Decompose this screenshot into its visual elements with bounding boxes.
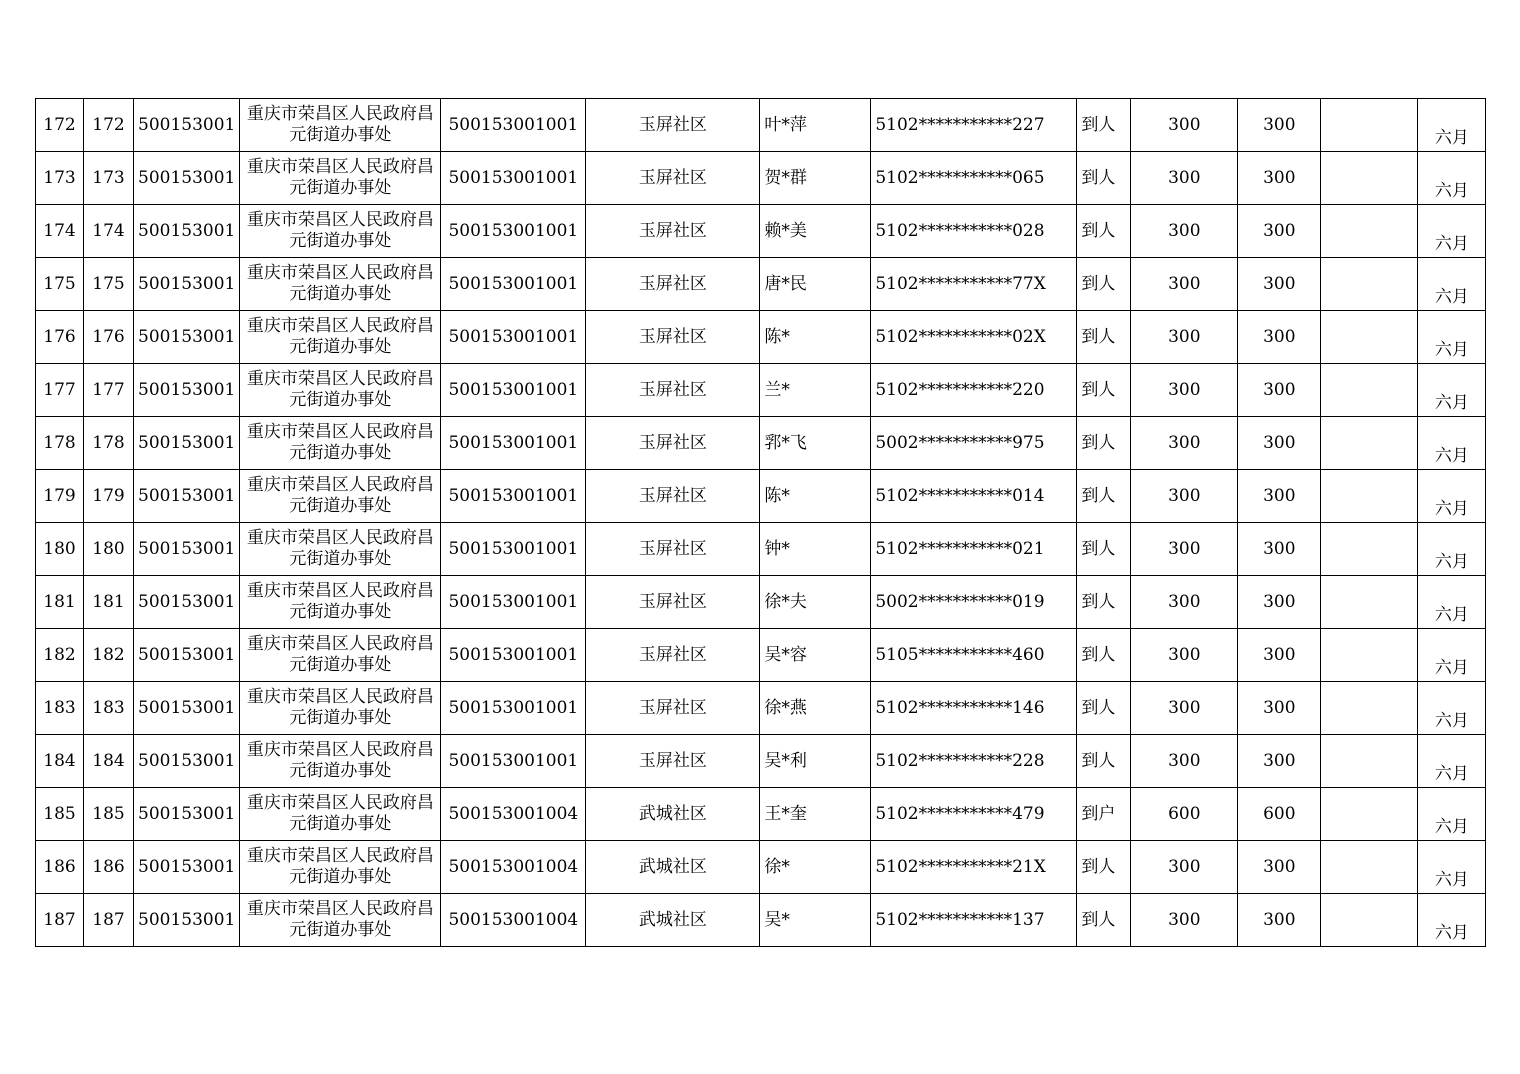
- mode-cell: 到人: [1077, 470, 1131, 523]
- street-code-cell: 500153001: [134, 152, 240, 205]
- amount-cell: 300: [1131, 523, 1238, 576]
- amount-cell: 300: [1131, 735, 1238, 788]
- table-row: [36, 205, 1486, 258]
- id-number-cell: 5102***********02X: [871, 311, 1077, 364]
- month-cell: 六月: [1418, 788, 1486, 841]
- amount-cell: 300: [1131, 152, 1238, 205]
- month-cell: 六月: [1418, 470, 1486, 523]
- community-code-cell: 500153001004: [441, 788, 586, 841]
- id-number-cell: 5102***********065: [871, 152, 1077, 205]
- name-cell: 徐*燕: [760, 682, 871, 735]
- mode-cell: 到人: [1077, 841, 1131, 894]
- note-cell: [1321, 682, 1418, 735]
- community-cell: 玉屏社区: [586, 311, 760, 364]
- no-cell: 178: [84, 417, 134, 470]
- street-name-cell: 重庆市荣昌区人民政府昌元街道办事处: [240, 205, 441, 258]
- name-cell: 徐*夫: [760, 576, 871, 629]
- paid-cell: 300: [1238, 417, 1321, 470]
- no-cell: 175: [84, 258, 134, 311]
- id-number-cell: 5102***********146: [871, 682, 1077, 735]
- amount-cell: 300: [1131, 894, 1238, 947]
- paid-cell: 300: [1238, 841, 1321, 894]
- month-cell: 六月: [1418, 99, 1486, 152]
- mode-cell: 到人: [1077, 417, 1131, 470]
- street-name-cell: 重庆市荣昌区人民政府昌元街道办事处: [240, 841, 441, 894]
- street-code-cell: 500153001: [134, 523, 240, 576]
- amount-cell: 300: [1131, 205, 1238, 258]
- id-number-cell: 5102***********028: [871, 205, 1077, 258]
- table-row: [36, 99, 1486, 152]
- community-code-cell: 500153001001: [441, 99, 586, 152]
- paid-cell: 300: [1238, 258, 1321, 311]
- seq-cell: 178: [36, 417, 84, 470]
- mode-cell: 到人: [1077, 205, 1131, 258]
- no-cell: 186: [84, 841, 134, 894]
- no-cell: 177: [84, 364, 134, 417]
- note-cell: [1321, 470, 1418, 523]
- community-cell: 玉屏社区: [586, 417, 760, 470]
- street-code-cell: 500153001: [134, 682, 240, 735]
- seq-cell: 177: [36, 364, 84, 417]
- community-cell: 玉屏社区: [586, 99, 760, 152]
- street-code-cell: 500153001: [134, 788, 240, 841]
- seq-cell: 182: [36, 629, 84, 682]
- amount-cell: 300: [1131, 682, 1238, 735]
- seq-cell: 186: [36, 841, 84, 894]
- id-number-cell: 5002***********019: [871, 576, 1077, 629]
- name-cell: 吴*: [760, 894, 871, 947]
- paid-cell: 300: [1238, 735, 1321, 788]
- community-cell: 玉屏社区: [586, 682, 760, 735]
- month-cell: 六月: [1418, 364, 1486, 417]
- month-cell: 六月: [1418, 258, 1486, 311]
- name-cell: 兰*: [760, 364, 871, 417]
- table-row: [36, 258, 1486, 311]
- note-cell: [1321, 841, 1418, 894]
- id-number-cell: 5105***********460: [871, 629, 1077, 682]
- seq-cell: 179: [36, 470, 84, 523]
- seq-cell: 180: [36, 523, 84, 576]
- paid-cell: 300: [1238, 523, 1321, 576]
- no-cell: 185: [84, 788, 134, 841]
- seq-cell: 173: [36, 152, 84, 205]
- mode-cell: 到人: [1077, 894, 1131, 947]
- community-code-cell: 500153001001: [441, 205, 586, 258]
- name-cell: 贺*群: [760, 152, 871, 205]
- no-cell: 176: [84, 311, 134, 364]
- name-cell: 郛*飞: [760, 417, 871, 470]
- street-code-cell: 500153001: [134, 258, 240, 311]
- community-code-cell: 500153001001: [441, 258, 586, 311]
- mode-cell: 到人: [1077, 735, 1131, 788]
- no-cell: 184: [84, 735, 134, 788]
- id-number-cell: 5102***********137: [871, 894, 1077, 947]
- month-cell: 六月: [1418, 152, 1486, 205]
- amount-cell: 300: [1131, 470, 1238, 523]
- name-cell: 唐*民: [760, 258, 871, 311]
- street-name-cell: 重庆市荣昌区人民政府昌元街道办事处: [240, 735, 441, 788]
- amount-cell: 300: [1131, 629, 1238, 682]
- month-cell: 六月: [1418, 894, 1486, 947]
- month-cell: 六月: [1418, 311, 1486, 364]
- seq-cell: 174: [36, 205, 84, 258]
- community-code-cell: 500153001004: [441, 894, 586, 947]
- mode-cell: 到人: [1077, 258, 1131, 311]
- mode-cell: 到人: [1077, 523, 1131, 576]
- note-cell: [1321, 152, 1418, 205]
- street-code-cell: 500153001: [134, 99, 240, 152]
- note-cell: [1321, 788, 1418, 841]
- street-code-cell: 500153001: [134, 311, 240, 364]
- no-cell: 183: [84, 682, 134, 735]
- paid-cell: 600: [1238, 788, 1321, 841]
- id-number-cell: 5102***********014: [871, 470, 1077, 523]
- amount-cell: 300: [1131, 364, 1238, 417]
- id-number-cell: 5102***********21X: [871, 841, 1077, 894]
- amount-cell: 300: [1131, 99, 1238, 152]
- seq-cell: 175: [36, 258, 84, 311]
- name-cell: 陈*: [760, 311, 871, 364]
- note-cell: [1321, 417, 1418, 470]
- street-name-cell: 重庆市荣昌区人民政府昌元街道办事处: [240, 682, 441, 735]
- name-cell: 叶*萍: [760, 99, 871, 152]
- month-cell: 六月: [1418, 735, 1486, 788]
- table-row: [36, 152, 1486, 205]
- paid-cell: 300: [1238, 576, 1321, 629]
- note-cell: [1321, 576, 1418, 629]
- community-code-cell: 500153001001: [441, 523, 586, 576]
- seq-cell: 176: [36, 311, 84, 364]
- street-name-cell: 重庆市荣昌区人民政府昌元街道办事处: [240, 99, 441, 152]
- note-cell: [1321, 735, 1418, 788]
- street-name-cell: 重庆市荣昌区人民政府昌元街道办事处: [240, 894, 441, 947]
- street-code-cell: 500153001: [134, 364, 240, 417]
- paid-cell: 300: [1238, 152, 1321, 205]
- mode-cell: 到户: [1077, 788, 1131, 841]
- seq-cell: 187: [36, 894, 84, 947]
- community-cell: 玉屏社区: [586, 258, 760, 311]
- table-row: [36, 364, 1486, 417]
- amount-cell: 300: [1131, 841, 1238, 894]
- data-table: [35, 98, 1486, 947]
- seq-cell: 172: [36, 99, 84, 152]
- table-row: [36, 788, 1486, 841]
- community-code-cell: 500153001001: [441, 629, 586, 682]
- paid-cell: 300: [1238, 470, 1321, 523]
- street-name-cell: 重庆市荣昌区人民政府昌元街道办事处: [240, 470, 441, 523]
- community-cell: 玉屏社区: [586, 152, 760, 205]
- amount-cell: 300: [1131, 417, 1238, 470]
- month-cell: 六月: [1418, 841, 1486, 894]
- table-row: [36, 894, 1486, 947]
- street-code-cell: 500153001: [134, 205, 240, 258]
- community-cell: 玉屏社区: [586, 470, 760, 523]
- name-cell: 吴*容: [760, 629, 871, 682]
- community-code-cell: 500153001004: [441, 841, 586, 894]
- paid-cell: 300: [1238, 205, 1321, 258]
- street-name-cell: 重庆市荣昌区人民政府昌元街道办事处: [240, 152, 441, 205]
- id-number-cell: 5102***********228: [871, 735, 1077, 788]
- amount-cell: 300: [1131, 258, 1238, 311]
- community-cell: 玉屏社区: [586, 629, 760, 682]
- name-cell: 陈*: [760, 470, 871, 523]
- note-cell: [1321, 205, 1418, 258]
- month-cell: 六月: [1418, 682, 1486, 735]
- street-name-cell: 重庆市荣昌区人民政府昌元街道办事处: [240, 629, 441, 682]
- street-code-cell: 500153001: [134, 894, 240, 947]
- no-cell: 187: [84, 894, 134, 947]
- street-code-cell: 500153001: [134, 417, 240, 470]
- id-number-cell: 5002***********975: [871, 417, 1077, 470]
- name-cell: 吴*利: [760, 735, 871, 788]
- month-cell: 六月: [1418, 629, 1486, 682]
- table-row: [36, 576, 1486, 629]
- id-number-cell: 5102***********220: [871, 364, 1077, 417]
- no-cell: 182: [84, 629, 134, 682]
- community-code-cell: 500153001001: [441, 311, 586, 364]
- note-cell: [1321, 311, 1418, 364]
- table-row: [36, 311, 1486, 364]
- note-cell: [1321, 364, 1418, 417]
- community-cell: 玉屏社区: [586, 735, 760, 788]
- month-cell: 六月: [1418, 417, 1486, 470]
- table-row: [36, 417, 1486, 470]
- paid-cell: 300: [1238, 629, 1321, 682]
- note-cell: [1321, 629, 1418, 682]
- mode-cell: 到人: [1077, 311, 1131, 364]
- paid-cell: 300: [1238, 894, 1321, 947]
- street-code-cell: 500153001: [134, 576, 240, 629]
- mode-cell: 到人: [1077, 152, 1131, 205]
- community-code-cell: 500153001001: [441, 576, 586, 629]
- id-number-cell: 5102***********479: [871, 788, 1077, 841]
- mode-cell: 到人: [1077, 364, 1131, 417]
- community-cell: 玉屏社区: [586, 205, 760, 258]
- community-code-cell: 500153001001: [441, 682, 586, 735]
- paid-cell: 300: [1238, 99, 1321, 152]
- community-code-cell: 500153001001: [441, 152, 586, 205]
- month-cell: 六月: [1418, 205, 1486, 258]
- paid-cell: 300: [1238, 311, 1321, 364]
- community-cell: 玉屏社区: [586, 364, 760, 417]
- table-row: [36, 470, 1486, 523]
- seq-cell: 184: [36, 735, 84, 788]
- table-row: [36, 523, 1486, 576]
- community-code-cell: 500153001001: [441, 735, 586, 788]
- street-code-cell: 500153001: [134, 470, 240, 523]
- seq-cell: 185: [36, 788, 84, 841]
- no-cell: 173: [84, 152, 134, 205]
- paid-cell: 300: [1238, 364, 1321, 417]
- table-row: [36, 682, 1486, 735]
- no-cell: 180: [84, 523, 134, 576]
- seq-cell: 183: [36, 682, 84, 735]
- community-cell: 玉屏社区: [586, 576, 760, 629]
- street-name-cell: 重庆市荣昌区人民政府昌元街道办事处: [240, 788, 441, 841]
- name-cell: 王*奎: [760, 788, 871, 841]
- id-number-cell: 5102***********77X: [871, 258, 1077, 311]
- mode-cell: 到人: [1077, 99, 1131, 152]
- table-row: [36, 735, 1486, 788]
- community-cell: 武城社区: [586, 841, 760, 894]
- no-cell: 174: [84, 205, 134, 258]
- seq-cell: 181: [36, 576, 84, 629]
- community-cell: 武城社区: [586, 894, 760, 947]
- street-code-cell: 500153001: [134, 735, 240, 788]
- note-cell: [1321, 894, 1418, 947]
- community-code-cell: 500153001001: [441, 364, 586, 417]
- note-cell: [1321, 258, 1418, 311]
- street-name-cell: 重庆市荣昌区人民政府昌元街道办事处: [240, 258, 441, 311]
- name-cell: 钟*: [760, 523, 871, 576]
- table-row: [36, 841, 1486, 894]
- amount-cell: 600: [1131, 788, 1238, 841]
- mode-cell: 到人: [1077, 629, 1131, 682]
- community-cell: 玉屏社区: [586, 523, 760, 576]
- street-code-cell: 500153001: [134, 629, 240, 682]
- amount-cell: 300: [1131, 311, 1238, 364]
- id-number-cell: 5102***********227: [871, 99, 1077, 152]
- name-cell: 徐*: [760, 841, 871, 894]
- street-name-cell: 重庆市荣昌区人民政府昌元街道办事处: [240, 523, 441, 576]
- month-cell: 六月: [1418, 576, 1486, 629]
- name-cell: 赖*美: [760, 205, 871, 258]
- mode-cell: 到人: [1077, 576, 1131, 629]
- no-cell: 179: [84, 470, 134, 523]
- street-code-cell: 500153001: [134, 841, 240, 894]
- community-cell: 武城社区: [586, 788, 760, 841]
- street-name-cell: 重庆市荣昌区人民政府昌元街道办事处: [240, 364, 441, 417]
- id-number-cell: 5102***********021: [871, 523, 1077, 576]
- note-cell: [1321, 99, 1418, 152]
- note-cell: [1321, 523, 1418, 576]
- street-name-cell: 重庆市荣昌区人民政府昌元街道办事处: [240, 576, 441, 629]
- month-cell: 六月: [1418, 523, 1486, 576]
- street-name-cell: 重庆市荣昌区人民政府昌元街道办事处: [240, 311, 441, 364]
- community-code-cell: 500153001001: [441, 417, 586, 470]
- no-cell: 181: [84, 576, 134, 629]
- no-cell: 172: [84, 99, 134, 152]
- mode-cell: 到人: [1077, 682, 1131, 735]
- amount-cell: 300: [1131, 576, 1238, 629]
- community-code-cell: 500153001001: [441, 470, 586, 523]
- street-name-cell: 重庆市荣昌区人民政府昌元街道办事处: [240, 417, 441, 470]
- paid-cell: 300: [1238, 682, 1321, 735]
- table-row: [36, 629, 1486, 682]
